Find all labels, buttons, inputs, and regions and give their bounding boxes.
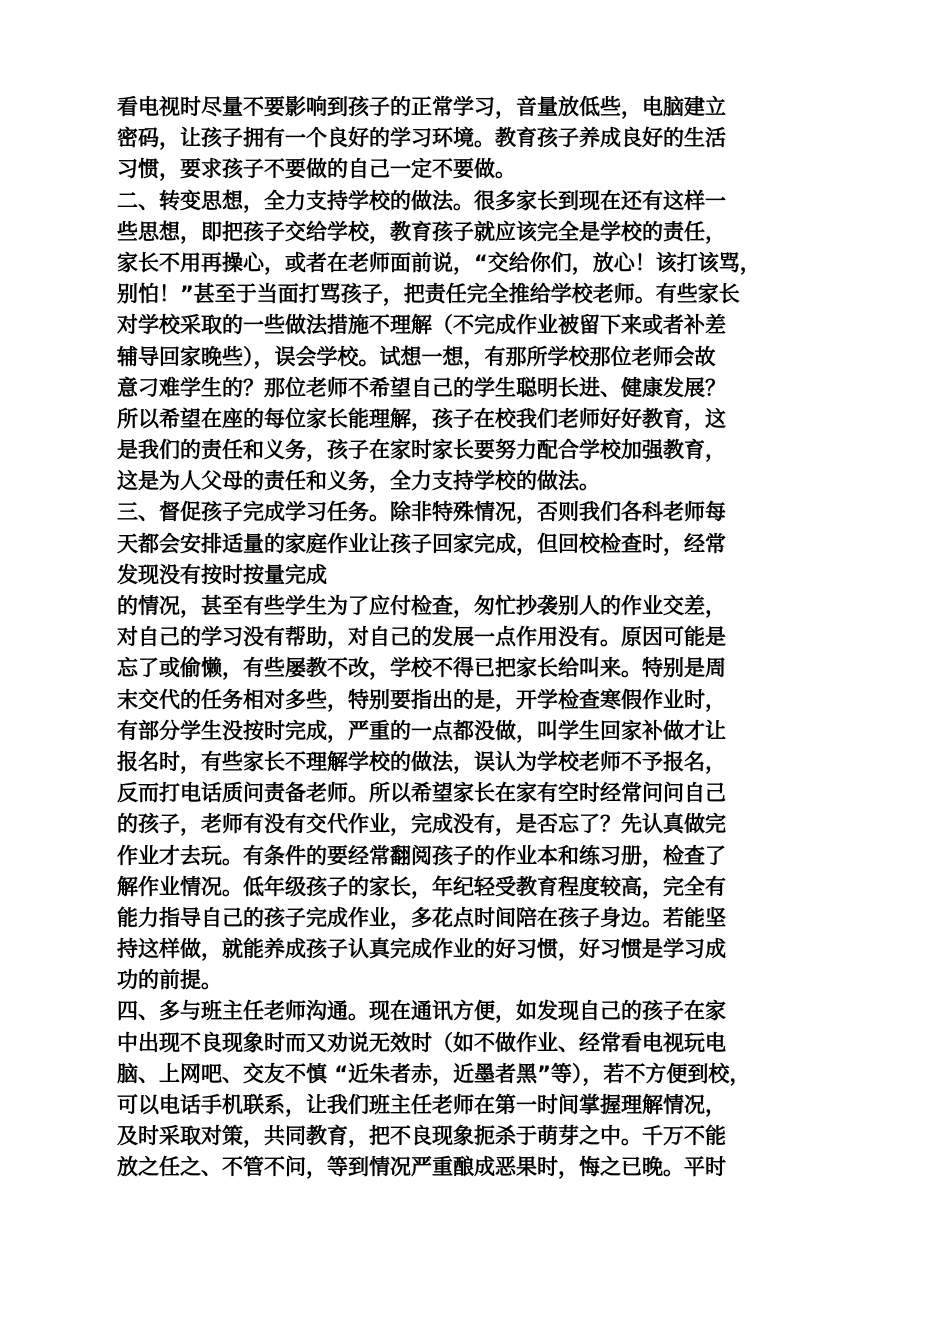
- text-line: 有部分学生没按时完成，严重的一点都没做，叫学生回家补做才让: [117, 718, 726, 743]
- text-line: 习惯，要求孩子不要做的自己一定不要做。: [117, 157, 516, 182]
- text-line: 末交代的任务相对多些，特别要指出的是，开学检查寒假作业时，: [117, 687, 726, 712]
- text-line: 的孩子，老师有没有交代作业，完成没有，是否忘了？先认真做完: [117, 812, 726, 837]
- text-line: 及时采取对策，共同教育，把不良现象扼杀于萌芽之中。千万不能: [117, 1124, 726, 1149]
- text-line: 看电视时尽量不要影响到孩子的正常学习，音量放低些，电脑建立: [117, 95, 726, 119]
- text-line: 辅导回家晚些），误会学校。试想一想，有那所学校那位老师会故: [117, 344, 716, 369]
- text-line: 这是为人父母的责任和义务，全力支持学校的做法。: [117, 469, 600, 494]
- text-line: 意刁难学生的？那位老师不希望自己的学生聪明长进、健康发展？: [117, 375, 726, 400]
- text-line: 所以希望在座的每位家长能理解，孩子在校我们老师好好教育，这: [117, 406, 726, 431]
- text-line: 报名时，有些家长不理解学校的做法，误认为学校老师不予报名，: [117, 749, 726, 774]
- text-line: 放之任之、不管不问，等到情况严重酿成恶果时，悔之已晚。平时: [117, 1155, 726, 1180]
- text-line: 解作业情况。低年级孩子的家长，年纪轻受教育程度较高，完全有: [117, 874, 726, 899]
- text-line: 发现没有按时按量完成: [117, 562, 327, 587]
- section-three-heading-line: 三、督促孩子完成学习任务。除非特殊情况，否则我们各科老师每: [117, 500, 726, 525]
- text-line: 的情况，甚至有些学生为了应付检查，匆忙抄袭别人的作业交差，: [117, 594, 726, 618]
- body-text: [117, 92, 857, 1184]
- section-two-heading-line: 二、转变思想，全力支持学校的做法。很多家长到现在还有这样一: [117, 188, 726, 213]
- text-line: 中出现不良现象时而又劝说无效时（如不做作业、经常看电视玩电: [117, 1030, 726, 1055]
- text-line: 功的前提。: [117, 968, 222, 993]
- text-line: 反而打电话质问责备老师。所以希望家长在家有空时经常问问自己: [117, 781, 726, 806]
- text-line: 对自己的学习没有帮助，对自己的发展一点作用没有。原因可能是: [117, 625, 726, 650]
- text-line: 忘了或偷懒，有些屡教不改，学校不得已把家长给叫来。特别是周: [117, 656, 726, 681]
- text-line: 是我们的责任和义务，孩子在家时家长要努力配合学校加强教育，: [117, 438, 726, 463]
- text-line: 家长不用再操心，或者在老师面前说，“交给你们，放心！该打该骂，: [117, 250, 761, 275]
- text-line: 可以电话手机联系，让我们班主任老师在第一时间掌握理解情况，: [117, 1093, 726, 1117]
- text-line: 些思想，即把孩子交给学校，教育孩子就应该完全是学校的责任，: [117, 219, 726, 244]
- text-line: 脑、上网吧、交友不慎 “近朱者赤，近墨者黑”等），若不方便到校，: [117, 1061, 751, 1086]
- text-line: 密码，让孩子拥有一个良好的学习环境。教育孩子养成良好的生活: [117, 126, 726, 151]
- text-line: 作业才去玩。有条件的要经常翻阅孩子的作业本和练习册，检查了: [117, 843, 726, 868]
- text-line: 能力指导自己的孩子完成作业，多花点时间陪在孩子身边。若能坚: [117, 905, 726, 930]
- text-line: 对学校采取的一些做法措施不理解（不完成作业被留下来或者补差: [117, 313, 726, 338]
- section-four-heading-line: 四、多与班主任老师沟通。现在通讯方便，如发现自己的孩子在家: [117, 999, 726, 1024]
- text-line: 天都会安排适量的家庭作业让孩子回家完成，但回校检查时，经常: [117, 531, 726, 556]
- text-line: 持这样做，就能养成孩子认真完成作业的好习惯，好习惯是学习成: [117, 937, 726, 962]
- text-line: 别怕！”甚至于当面打骂孩子，把责任完全推给学校老师。有些家长: [117, 282, 740, 307]
